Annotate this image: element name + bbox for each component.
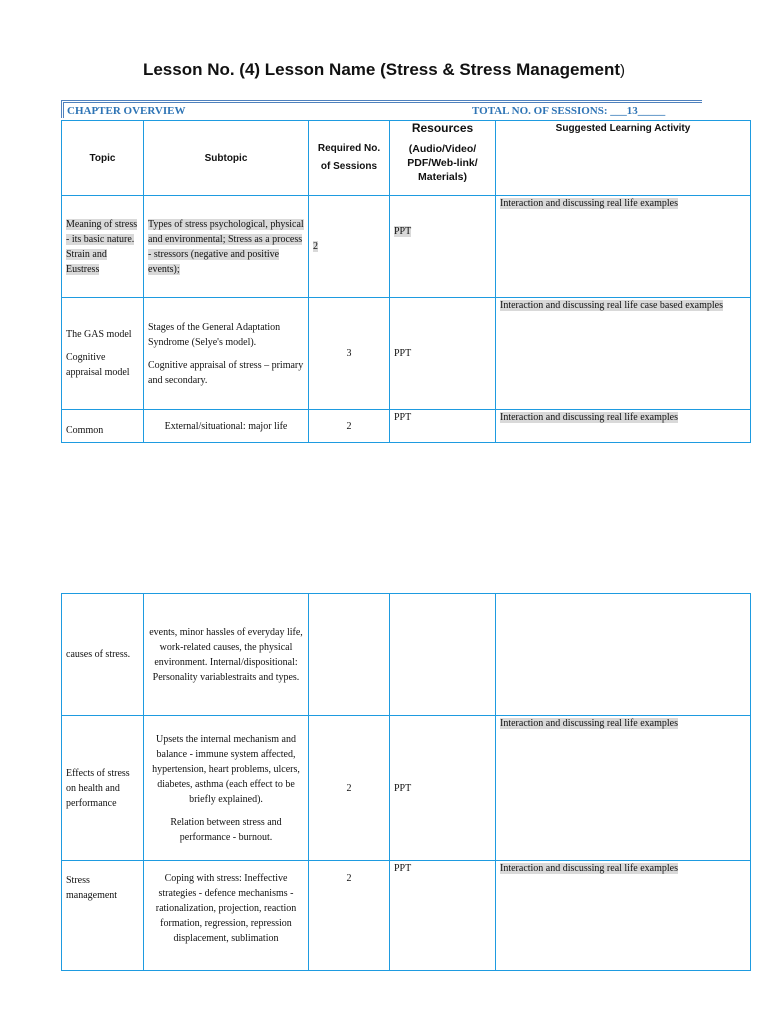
row6-activity bbox=[496, 861, 751, 971]
row2-topic bbox=[62, 298, 144, 410]
row5-topic: Effects of stress on health and performance bbox=[62, 716, 144, 861]
row3-activity-text: Interaction and discussing real life examples bbox=[500, 412, 678, 423]
row6-activity-text: Interaction and discussing real life examples bbox=[500, 863, 678, 874]
row1-resource-text: PPT bbox=[394, 226, 412, 237]
row3-topic: Common bbox=[62, 410, 144, 443]
table-row bbox=[62, 196, 751, 298]
row5-subtopic2-text: Relation between stress and performance - burnout. bbox=[170, 816, 282, 843]
header-resources-sub: (Audio/Video/ PDF/Web-link/ Materials) bbox=[407, 143, 478, 183]
total-sessions-label: TOTAL NO. OF SESSIONS: ___13_____ bbox=[472, 105, 666, 117]
row6-topic-text: Stress management bbox=[66, 875, 118, 901]
table-row bbox=[62, 594, 751, 716]
header-activity: Suggested Learning Activity bbox=[496, 121, 751, 196]
row4-subtopic: events, minor hassles of everyday life, work-related causes, the physical environment. Internal/dispositional: Personality variablestraits and types. bbox=[144, 594, 309, 716]
row6-topic bbox=[62, 861, 144, 971]
row6-resource: PPT bbox=[390, 861, 496, 971]
row4-activity bbox=[496, 594, 751, 716]
row5-subtopic bbox=[144, 716, 309, 861]
row1-subtopic bbox=[144, 196, 309, 298]
title-text: Lesson No. (4) Lesson Name (Stress & Stress Management bbox=[142, 60, 621, 79]
row3-activity bbox=[496, 410, 751, 443]
chapter-overview-label: CHAPTER OVERVIEW bbox=[67, 105, 186, 117]
row3-resource: PPT bbox=[390, 410, 496, 443]
row2-subtopic2-text: Cognitive appraisal of stress – primary and secondary. bbox=[148, 359, 304, 386]
row6-subtopic: Coping with stress: Ineffective strategies - defence mechanisms - rationalization, projection, reaction formation, regression, repression displacement, sublimation bbox=[144, 861, 309, 971]
row5-resource: PPT bbox=[390, 716, 496, 861]
row6-sessions: 2 bbox=[309, 861, 390, 971]
row2-resource: PPT bbox=[390, 298, 496, 410]
row5-activity-text: Interaction and discussing real life examples bbox=[500, 718, 678, 729]
row1-resource bbox=[390, 196, 496, 298]
table-row bbox=[62, 298, 751, 410]
row1-sessions-text: 2 bbox=[313, 241, 318, 252]
header-topic: Topic bbox=[62, 121, 144, 196]
table-row bbox=[62, 861, 751, 971]
row5-subtopic-text: Upsets the internal mechanism and balance - immune system affected, hypertension, heart problems, ulcers, diabetes, asthma (each effect to be briefly explained). bbox=[152, 733, 300, 805]
row2-topic-text: The GAS model bbox=[66, 329, 132, 340]
row4-sessions bbox=[309, 594, 390, 716]
row3-sessions: 2 bbox=[309, 410, 390, 443]
row1-subtopic-text: Types of stress psychological, physical and environmental; Stress as a process - stressors (negative and positive events); bbox=[148, 218, 304, 275]
row5-activity bbox=[496, 716, 751, 861]
lesson-table-part-2 bbox=[61, 593, 751, 971]
row3-subtopic: External/situational: major life bbox=[144, 410, 309, 443]
row2-activity-text: Interaction and discussing real life case based examples bbox=[500, 300, 723, 311]
row4-topic: causes of stress. bbox=[62, 594, 144, 716]
header-resources-label: Resources bbox=[411, 121, 474, 135]
table-row bbox=[62, 716, 751, 861]
table-header-row bbox=[62, 121, 751, 196]
row1-sessions bbox=[309, 196, 390, 298]
row1-activity-text: Interaction and discussing real life examples bbox=[500, 198, 678, 209]
page-title bbox=[0, 60, 768, 80]
row1-topic bbox=[62, 196, 144, 298]
title-close-paren: ) bbox=[620, 62, 626, 79]
chapter-overview-bar bbox=[61, 100, 702, 118]
row1-topic-text: Meaning of stress - its basic nature. Strain and Eustress bbox=[66, 218, 138, 275]
row2-subtopic-text: Stages of the General Adaptation Syndrome (Selye's model). bbox=[148, 321, 281, 348]
lesson-table-part-1 bbox=[61, 120, 751, 443]
row2-subtopic bbox=[144, 298, 309, 410]
header-required-sessions: Required No. of Sessions bbox=[309, 121, 390, 196]
row2-topic2-text: Cognitive appraisal model bbox=[66, 352, 130, 378]
table-row bbox=[62, 410, 751, 443]
row4-resource bbox=[390, 594, 496, 716]
row2-sessions: 3 bbox=[309, 298, 390, 410]
header-resources bbox=[390, 121, 496, 196]
row2-activity bbox=[496, 298, 751, 410]
row5-sessions: 2 bbox=[309, 716, 390, 861]
row1-activity bbox=[496, 196, 751, 298]
header-subtopic: Subtopic bbox=[144, 121, 309, 196]
